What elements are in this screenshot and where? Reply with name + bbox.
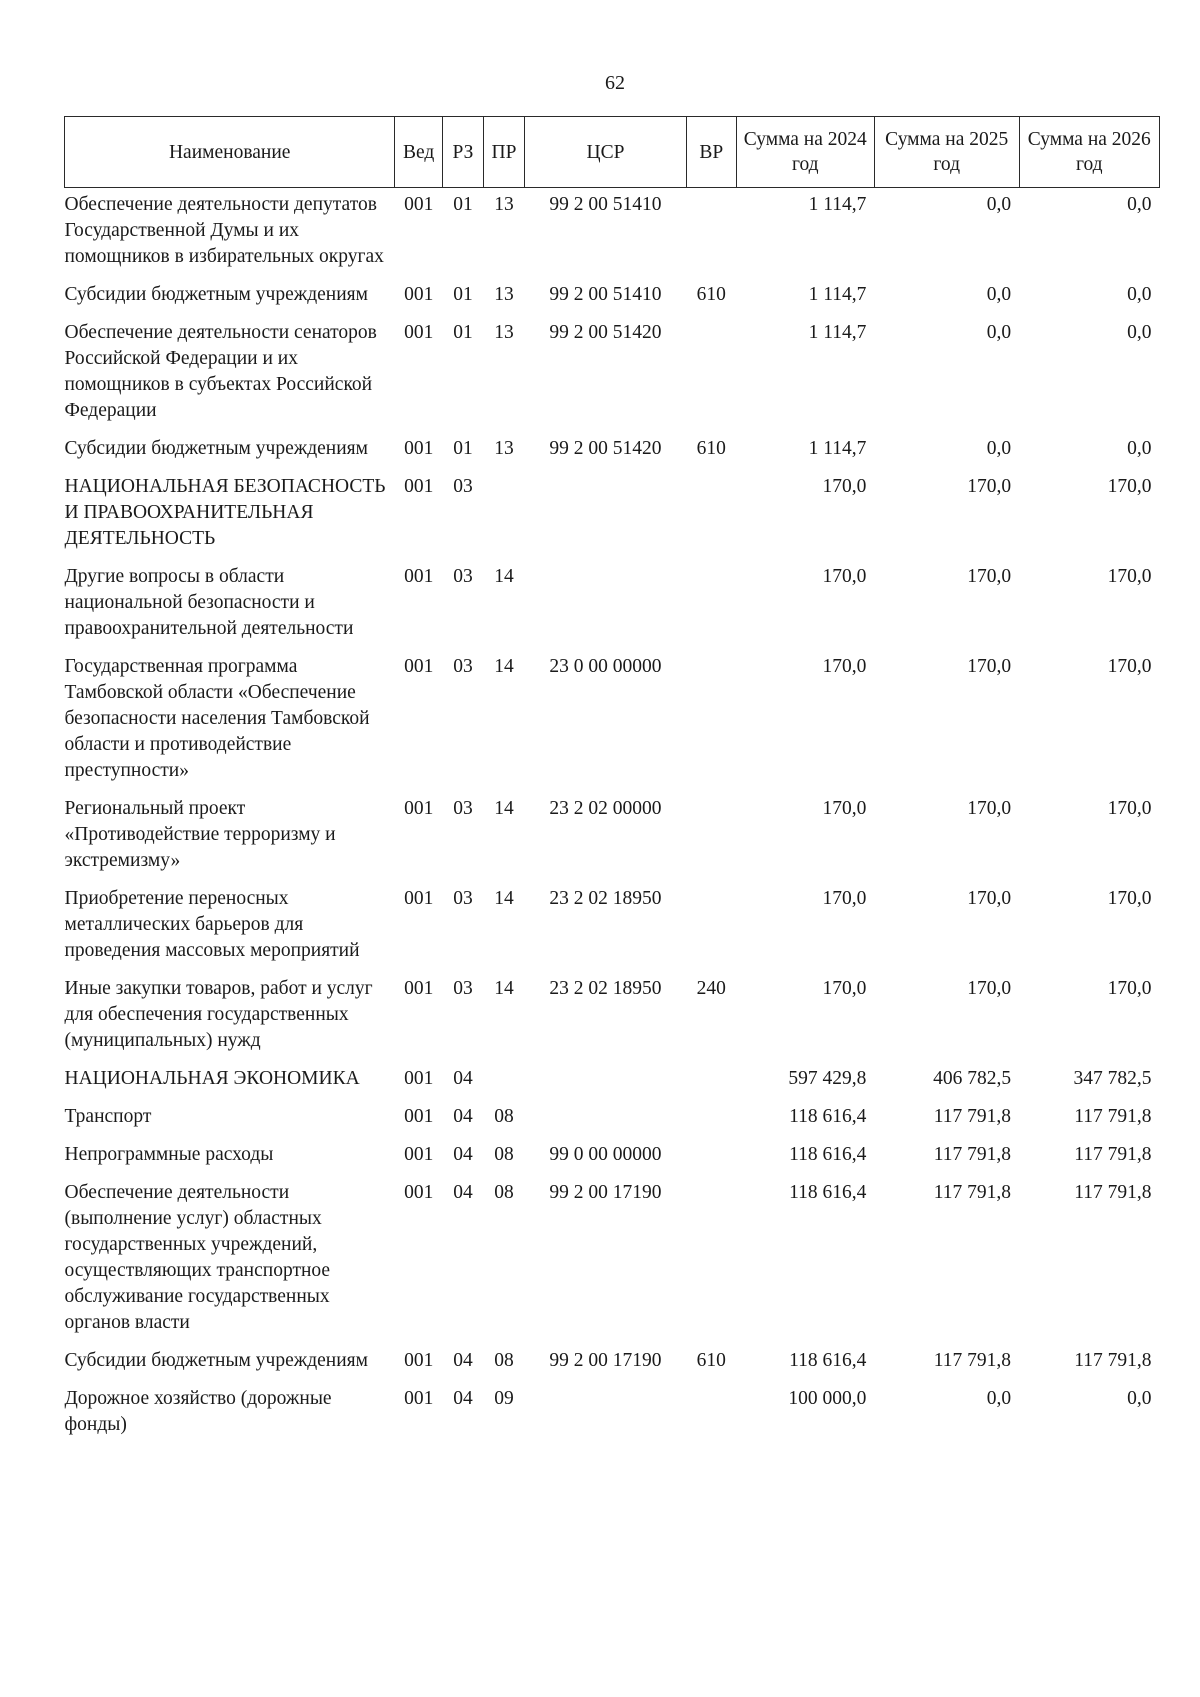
- cell-vr: [686, 1176, 736, 1344]
- cell-sum-2026: 0,0: [1127, 1388, 1152, 1409]
- cell-rz: 03: [453, 978, 473, 999]
- table-row: [65, 1176, 1160, 1344]
- cell-pr: 08: [494, 1182, 514, 1203]
- cell-rz: 04: [453, 1106, 473, 1127]
- cell-rz: 03: [453, 656, 473, 677]
- cell-csr: 99 2 00 17190: [549, 1182, 662, 1203]
- cell-pr: 14: [494, 656, 514, 677]
- cell-rz: 01: [453, 194, 473, 215]
- cell-vr: 610: [696, 1350, 726, 1371]
- cell-ved: 001: [404, 284, 434, 305]
- cell-sum-2025: 170,0: [967, 888, 1012, 909]
- header-name: Наименование: [65, 117, 395, 188]
- cell-pr: 14: [494, 888, 514, 909]
- cell-rz: 04: [453, 1350, 473, 1371]
- cell-ved: 001: [404, 322, 434, 343]
- table-row: [65, 882, 1160, 972]
- cell-name: Обеспечение деятельности (выполнение услуг) областных государственных учреждений, осуществляющих транспортное обслуживание государственных органов власти: [64, 1182, 331, 1333]
- cell-pr: [483, 470, 524, 560]
- cell-sum-2026: 170,0: [1107, 888, 1152, 909]
- page-number: 62: [605, 72, 625, 94]
- cell-sum-2025: 0,0: [986, 1388, 1012, 1409]
- cell-sum-2026: 170,0: [1107, 978, 1152, 999]
- cell-name: Обеспечение деятельности сенаторов Российской Федерации и их помощников в субъектах Российской Федерации: [64, 322, 377, 421]
- cell-vr: 240: [696, 978, 726, 999]
- cell-sum-2024: 118 616,4: [789, 1182, 867, 1203]
- cell-sum-2026: 170,0: [1107, 566, 1152, 587]
- cell-csr: 99 2 00 51410: [549, 194, 662, 215]
- cell-pr: 13: [494, 284, 514, 305]
- cell-sum-2026: 117 791,8: [1074, 1182, 1152, 1203]
- table-row: [65, 1138, 1160, 1176]
- cell-rz: 03: [453, 888, 473, 909]
- cell-pr: 08: [494, 1350, 514, 1371]
- cell-sum-2025: 0,0: [986, 322, 1012, 343]
- cell-pr: 08: [494, 1106, 514, 1127]
- header-csr: ЦСР: [525, 117, 687, 188]
- cell-ved: 001: [404, 978, 434, 999]
- cell-sum-2026: 347 782,5: [1073, 1068, 1152, 1089]
- cell-name: НАЦИОНАЛЬНАЯ БЕЗОПАСНОСТЬ И ПРАВООХРАНИТЕЛЬНАЯ ДЕЯТЕЛЬНОСТЬ: [64, 476, 386, 549]
- cell-vr: [686, 1382, 736, 1446]
- cell-sum-2025: 170,0: [967, 978, 1012, 999]
- cell-csr: [525, 560, 687, 650]
- cell-sum-2024: 170,0: [822, 656, 867, 677]
- cell-pr: 13: [494, 438, 514, 459]
- cell-csr: 99 2 00 51420: [549, 322, 662, 343]
- cell-sum-2024: 100 000,0: [788, 1388, 867, 1409]
- cell-sum-2026: 170,0: [1107, 476, 1152, 497]
- cell-sum-2025: 170,0: [967, 656, 1012, 677]
- cell-csr: 99 2 00 17190: [549, 1350, 662, 1371]
- cell-sum-2025: 117 791,8: [933, 1182, 1012, 1203]
- header-sum-2026: Сумма на 2026 год: [1019, 117, 1159, 188]
- cell-name: Субсидии бюджетным учреждениям: [64, 284, 368, 305]
- table-row: [65, 650, 1160, 792]
- cell-name: НАЦИОНАЛЬНАЯ ЭКОНОМИКА: [64, 1068, 360, 1089]
- header-sum-2024: Сумма на 2024 год: [736, 117, 874, 188]
- cell-rz: 01: [453, 284, 473, 305]
- table-row: [65, 1062, 1160, 1100]
- table-row: [65, 316, 1160, 432]
- cell-sum-2024: 170,0: [822, 978, 867, 999]
- cell-name: Дорожное хозяйство (дорожные фонды): [64, 1388, 332, 1435]
- header-vr: ВР: [686, 117, 736, 188]
- cell-sum-2025: 117 791,8: [933, 1106, 1012, 1127]
- cell-sum-2025: 170,0: [967, 798, 1012, 819]
- cell-sum-2024: 170,0: [822, 476, 867, 497]
- table-row: [65, 972, 1160, 1062]
- cell-sum-2026: 0,0: [1127, 284, 1152, 305]
- cell-vr: [686, 470, 736, 560]
- table-row: [65, 1100, 1160, 1138]
- table-header-row: [65, 117, 1160, 188]
- cell-name: Государственная программа Тамбовской области «Обеспечение безопасности населения Тамбовской области и противодействие преступности»: [64, 656, 370, 781]
- cell-rz: 04: [453, 1182, 473, 1203]
- table-row: [65, 792, 1160, 882]
- cell-sum-2024: 1 114,7: [808, 322, 867, 343]
- table-row: [65, 188, 1160, 279]
- cell-sum-2024: 118 616,4: [789, 1144, 867, 1165]
- cell-ved: 001: [404, 1182, 434, 1203]
- cell-sum-2026: 117 791,8: [1074, 1144, 1152, 1165]
- cell-vr: [686, 1100, 736, 1138]
- cell-sum-2024: 1 114,7: [808, 284, 867, 305]
- table-row: [65, 560, 1160, 650]
- table-row: [65, 1382, 1160, 1446]
- cell-sum-2024: 597 429,8: [788, 1068, 867, 1089]
- cell-vr: 610: [696, 284, 726, 305]
- table-row: [65, 432, 1160, 470]
- cell-sum-2024: 170,0: [822, 798, 867, 819]
- cell-csr: [525, 1062, 687, 1100]
- cell-vr: [686, 188, 736, 279]
- cell-vr: [686, 560, 736, 650]
- cell-sum-2025: 0,0: [986, 284, 1012, 305]
- cell-csr: 23 0 00 00000: [549, 656, 662, 677]
- cell-name: Обеспечение деятельности депутатов Государственной Думы и их помощников в избирательных округах: [64, 194, 384, 267]
- cell-rz: 04: [453, 1144, 473, 1165]
- cell-ved: 001: [404, 798, 434, 819]
- budget-table: [64, 116, 1160, 1446]
- cell-rz: 03: [453, 476, 473, 497]
- cell-name: Транспорт: [64, 1106, 152, 1127]
- cell-csr: [525, 470, 687, 560]
- cell-sum-2026: 0,0: [1127, 322, 1152, 343]
- cell-ved: 001: [404, 1068, 434, 1089]
- cell-ved: 001: [404, 1144, 434, 1165]
- cell-vr: 610: [696, 438, 726, 459]
- cell-sum-2025: 117 791,8: [933, 1350, 1012, 1371]
- cell-ved: 001: [404, 656, 434, 677]
- cell-ved: 001: [404, 566, 434, 587]
- cell-sum-2026: 0,0: [1127, 438, 1152, 459]
- cell-sum-2025: 406 782,5: [933, 1068, 1012, 1089]
- cell-pr: [483, 1062, 524, 1100]
- cell-sum-2026: 117 791,8: [1074, 1106, 1152, 1127]
- cell-sum-2025: 117 791,8: [933, 1144, 1012, 1165]
- cell-csr: 23 2 02 18950: [549, 978, 662, 999]
- cell-sum-2025: 0,0: [986, 194, 1012, 215]
- cell-sum-2026: 0,0: [1127, 194, 1152, 215]
- cell-sum-2026: 117 791,8: [1074, 1350, 1152, 1371]
- header-ved: Вед: [395, 117, 443, 188]
- cell-csr: 23 2 02 00000: [549, 798, 662, 819]
- cell-pr: 14: [494, 798, 514, 819]
- cell-name: Региональный проект «Противодействие терроризму и экстремизму»: [64, 798, 336, 871]
- cell-vr: [686, 792, 736, 882]
- cell-rz: 04: [453, 1388, 473, 1409]
- cell-ved: 001: [404, 1388, 434, 1409]
- table-row: [65, 278, 1160, 316]
- cell-vr: [686, 316, 736, 432]
- cell-sum-2024: 170,0: [822, 888, 867, 909]
- cell-pr: 14: [494, 566, 514, 587]
- cell-name: Другие вопросы в области национальной безопасности и правоохранительной деятельности: [64, 566, 354, 639]
- cell-name: Иные закупки товаров, работ и услуг для обеспечения государственных (муниципальных) нужд: [64, 978, 373, 1051]
- cell-csr: 99 2 00 51410: [549, 284, 662, 305]
- cell-rz: 03: [453, 566, 473, 587]
- cell-vr: [686, 650, 736, 792]
- cell-ved: 001: [404, 888, 434, 909]
- cell-pr: 13: [494, 194, 514, 215]
- cell-pr: 13: [494, 322, 514, 343]
- table-row: [65, 1344, 1160, 1382]
- table-row: [65, 470, 1160, 560]
- cell-rz: 01: [453, 438, 473, 459]
- cell-name: Субсидии бюджетным учреждениям: [64, 1350, 368, 1371]
- cell-pr: 14: [494, 978, 514, 999]
- cell-name: Приобретение переносных металлических барьеров для проведения массовых мероприятий: [64, 888, 360, 961]
- cell-sum-2026: 170,0: [1107, 798, 1152, 819]
- cell-sum-2024: 1 114,7: [808, 194, 867, 215]
- cell-sum-2024: 118 616,4: [789, 1350, 867, 1371]
- cell-ved: 001: [404, 194, 434, 215]
- cell-ved: 001: [404, 476, 434, 497]
- cell-sum-2024: 118 616,4: [789, 1106, 867, 1127]
- cell-csr: 99 2 00 51420: [549, 438, 662, 459]
- cell-rz: 04: [453, 1068, 473, 1089]
- cell-name: Непрограммные расходы: [64, 1144, 274, 1165]
- cell-pr: 09: [494, 1388, 514, 1409]
- cell-ved: 001: [404, 1106, 434, 1127]
- header-sum-2025: Сумма на 2025 год: [874, 117, 1019, 188]
- cell-sum-2024: 170,0: [822, 566, 867, 587]
- cell-csr: [525, 1382, 687, 1446]
- cell-csr: 23 2 02 18950: [549, 888, 662, 909]
- cell-ved: 001: [404, 438, 434, 459]
- cell-csr: [525, 1100, 687, 1138]
- cell-sum-2025: 0,0: [986, 438, 1012, 459]
- cell-vr: [686, 1138, 736, 1176]
- cell-vr: [686, 882, 736, 972]
- cell-sum-2024: 1 114,7: [808, 438, 867, 459]
- header-pr: ПР: [483, 117, 524, 188]
- cell-rz: 03: [453, 798, 473, 819]
- cell-ved: 001: [404, 1350, 434, 1371]
- cell-vr: [686, 1062, 736, 1100]
- cell-sum-2025: 170,0: [967, 476, 1012, 497]
- cell-csr: 99 0 00 00000: [549, 1144, 662, 1165]
- header-rz: РЗ: [442, 117, 483, 188]
- cell-pr: 08: [494, 1144, 514, 1165]
- cell-sum-2026: 170,0: [1107, 656, 1152, 677]
- cell-name: Субсидии бюджетным учреждениям: [64, 438, 368, 459]
- cell-sum-2025: 170,0: [967, 566, 1012, 587]
- cell-rz: 01: [453, 322, 473, 343]
